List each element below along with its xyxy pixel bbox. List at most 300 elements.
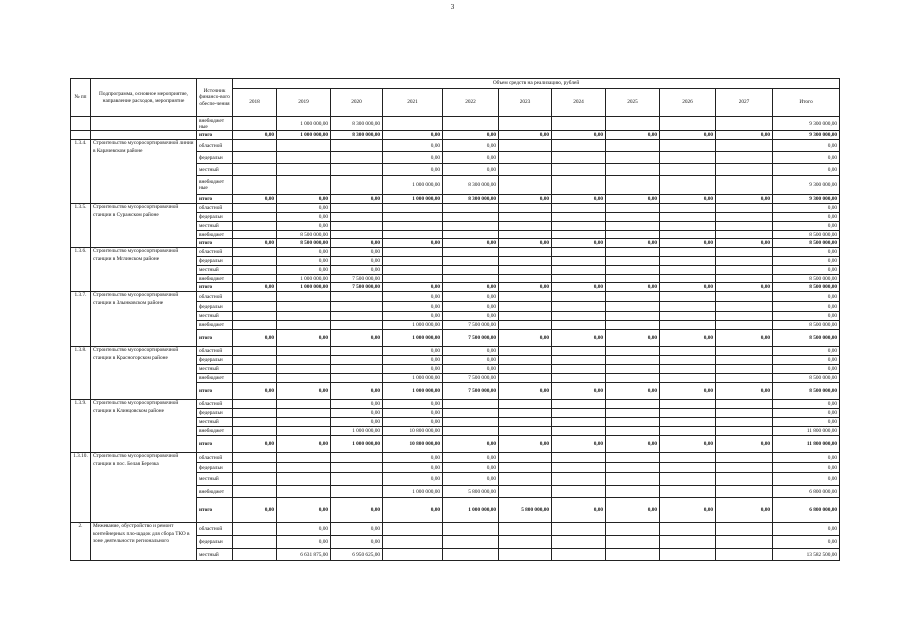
year-amount: 0,00 (331, 523, 383, 536)
year-amount: 0,00 (277, 204, 331, 213)
year-amount: 0,00 (331, 248, 383, 257)
year-amount (660, 453, 716, 463)
funding-source: федеральн (197, 463, 233, 473)
year-amount (716, 222, 773, 231)
year-amount (331, 374, 383, 383)
row-total: 0,00 (773, 473, 840, 486)
year-amount: 0,00 (443, 356, 499, 365)
year-amount (660, 523, 716, 536)
year-amount: 0,00 (383, 356, 443, 365)
row-total: 0,00 (773, 347, 840, 356)
year-amount: 0,00 (716, 498, 773, 523)
row-total: 0,00 (773, 204, 840, 213)
row-number: 1.3.6. (71, 248, 91, 292)
year-amount (499, 486, 552, 498)
year-amount (660, 427, 716, 436)
year-amount: 0,00 (606, 195, 660, 204)
year-amount (660, 463, 716, 473)
row-total: 0,00 (773, 356, 840, 365)
year-amount (443, 275, 499, 283)
year-amount (552, 275, 606, 283)
year-amount (383, 204, 443, 213)
year-amount (233, 117, 277, 131)
year-amount: 0,00 (443, 152, 499, 164)
year-amount: 7 500 000,00 (331, 275, 383, 283)
year-amount: 0,00 (331, 498, 383, 523)
year-amount (443, 222, 499, 231)
table-row (71, 248, 840, 257)
year-amount (233, 418, 277, 427)
year-amount (499, 312, 552, 321)
year-amount (331, 292, 383, 302)
year-amount (552, 117, 606, 131)
year-amount: 0,00 (383, 131, 443, 140)
year-amount (606, 453, 660, 463)
year-amount: 1 000 000,00 (331, 427, 383, 436)
year-amount: 0,00 (716, 436, 773, 453)
year-amount: 0,00 (277, 195, 331, 204)
year-amount (606, 321, 660, 330)
year-amount: 0,00 (383, 365, 443, 374)
year-amount: 0,00 (660, 239, 716, 248)
row-total: 9 300 000,00 (773, 176, 840, 195)
year-amount: 0,00 (443, 302, 499, 312)
year-amount (443, 549, 499, 561)
year-amount (277, 365, 331, 374)
year-amount (331, 302, 383, 312)
row-total: 0,00 (773, 266, 840, 275)
year-amount: 0,00 (552, 330, 606, 347)
year-amount: 1 000 000,00 (277, 275, 331, 283)
year-amount (606, 164, 660, 176)
year-amount: 0,00 (277, 257, 331, 266)
year-amount (552, 400, 606, 409)
year-amount: 0,00 (331, 400, 383, 409)
year-amount (552, 140, 606, 152)
header-year: 2027 (716, 89, 773, 117)
year-amount (606, 222, 660, 231)
funding-source: федеральн (197, 409, 233, 418)
funding-source: внебюджет (197, 427, 233, 436)
year-amount (660, 312, 716, 321)
funding-source: федеральн (197, 356, 233, 365)
row-description: Строительство мусоросортировочной станции в Клинцовском районе (91, 400, 197, 453)
row-total: 8 500 000,00 (773, 275, 840, 283)
row-description: Строительство мусоросортировочной станции в Злынковском районе (91, 292, 197, 347)
year-amount (716, 275, 773, 283)
header-year: 2021 (383, 89, 443, 117)
year-amount: 8 300 000,00 (443, 195, 499, 204)
year-amount: 0,00 (443, 239, 499, 248)
year-amount: 0,00 (233, 436, 277, 453)
header-program: Подпрограмма, основное мероприятие, направление расходов, мероприятие (91, 79, 197, 117)
year-amount (606, 365, 660, 374)
year-amount (606, 374, 660, 383)
funding-source: федеральн (197, 213, 233, 222)
year-amount (499, 523, 552, 536)
year-amount (606, 117, 660, 131)
year-amount (606, 523, 660, 536)
year-amount (277, 453, 331, 463)
year-amount (660, 321, 716, 330)
year-amount: 0,00 (443, 283, 499, 292)
year-amount: 1 000 000,00 (443, 498, 499, 523)
year-amount (552, 257, 606, 266)
table-row (71, 292, 840, 302)
year-amount: 0,00 (331, 409, 383, 418)
year-amount (233, 523, 277, 536)
year-amount (499, 266, 552, 275)
year-amount (277, 400, 331, 409)
year-amount (499, 257, 552, 266)
year-amount (499, 176, 552, 195)
row-total: 0,00 (773, 213, 840, 222)
year-amount (552, 204, 606, 213)
year-amount: 1 000 000,00 (383, 330, 443, 347)
year-amount (552, 486, 606, 498)
funding-source: местный (197, 473, 233, 486)
year-amount: 0,00 (499, 195, 552, 204)
table-row (71, 204, 840, 213)
year-amount (552, 152, 606, 164)
year-amount (499, 117, 552, 131)
year-amount (606, 418, 660, 427)
row-total: 0,00 (773, 523, 840, 536)
year-amount (552, 176, 606, 195)
year-amount (552, 222, 606, 231)
year-amount (552, 248, 606, 257)
funding-source: внебюджет (197, 321, 233, 330)
row-total: 9 300 000,00 (773, 195, 840, 204)
row-description: Строительство мусоросортировочной станции в пос. Белая Березка (91, 453, 197, 523)
year-amount (552, 427, 606, 436)
year-amount (277, 302, 331, 312)
year-amount (552, 374, 606, 383)
year-amount: 1 000 000,00 (277, 131, 331, 140)
year-amount (716, 365, 773, 374)
year-amount (383, 549, 443, 561)
row-total: 11 800 000,00 (773, 427, 840, 436)
year-amount (277, 356, 331, 365)
year-amount (331, 486, 383, 498)
year-amount: 0,00 (383, 473, 443, 486)
year-amount (331, 312, 383, 321)
header-year: 2024 (552, 89, 606, 117)
year-amount (331, 473, 383, 486)
year-amount (277, 409, 331, 418)
funding-source: местный (197, 312, 233, 321)
year-amount (233, 152, 277, 164)
year-amount (552, 266, 606, 275)
year-amount (552, 321, 606, 330)
row-total: 0,00 (773, 248, 840, 257)
row-total: 8 500 000,00 (773, 283, 840, 292)
year-amount (499, 549, 552, 561)
year-amount (233, 549, 277, 561)
funding-source: федеральн (197, 536, 233, 549)
year-amount (716, 473, 773, 486)
year-amount (606, 140, 660, 152)
year-amount: 0,00 (233, 330, 277, 347)
year-amount (660, 222, 716, 231)
year-amount (716, 152, 773, 164)
row-description: Строительство мусоросортировочной станции в Красногорском районе (91, 347, 197, 400)
year-amount (716, 453, 773, 463)
year-amount (277, 176, 331, 195)
year-amount (499, 152, 552, 164)
year-amount (499, 418, 552, 427)
table-body (71, 117, 840, 561)
year-amount (277, 374, 331, 383)
year-amount (660, 248, 716, 257)
funding-source: итого (197, 498, 233, 523)
row-total: 9 300 000,00 (773, 117, 840, 131)
year-amount: 0,00 (331, 195, 383, 204)
year-amount (716, 231, 773, 239)
funding-source: местный (197, 164, 233, 176)
year-amount (383, 257, 443, 266)
year-amount (499, 374, 552, 383)
year-amount (660, 213, 716, 222)
year-amount (331, 140, 383, 152)
year-amount (660, 365, 716, 374)
year-amount (499, 347, 552, 356)
year-amount: 0,00 (233, 195, 277, 204)
funding-source: итого (197, 436, 233, 453)
year-amount (660, 140, 716, 152)
year-amount (233, 222, 277, 231)
year-amount: 0,00 (443, 347, 499, 356)
year-amount (660, 418, 716, 427)
year-amount (277, 486, 331, 498)
year-amount: 10 800 000,00 (383, 427, 443, 436)
year-amount (716, 321, 773, 330)
year-amount (499, 222, 552, 231)
row-number: 1.3.9. (71, 400, 91, 453)
year-amount (716, 347, 773, 356)
year-amount (499, 248, 552, 257)
year-amount (331, 321, 383, 330)
row-total: 0,00 (773, 292, 840, 302)
year-amount: 0,00 (383, 239, 443, 248)
year-amount (552, 231, 606, 239)
year-amount: 0,00 (277, 330, 331, 347)
row-number: 2. (71, 523, 91, 561)
year-amount: 0,00 (383, 283, 443, 292)
year-amount (660, 473, 716, 486)
row-description (91, 131, 197, 140)
year-amount (499, 536, 552, 549)
year-amount (233, 164, 277, 176)
year-amount: 0,00 (383, 140, 443, 152)
year-amount (660, 400, 716, 409)
row-total: 0,00 (773, 536, 840, 549)
row-total: 8 500 000,00 (773, 383, 840, 400)
year-amount (660, 302, 716, 312)
year-amount (277, 292, 331, 302)
year-amount: 0,00 (383, 347, 443, 356)
table-row (71, 400, 840, 409)
year-amount: 0,00 (499, 239, 552, 248)
funding-source: внебюджет ные (197, 117, 233, 131)
year-amount (716, 204, 773, 213)
year-amount: 5 800 000,00 (443, 486, 499, 498)
funding-source: областной (197, 140, 233, 152)
page-number: 3 (450, 3, 455, 11)
year-amount: 0,00 (552, 283, 606, 292)
year-amount: 0,00 (443, 463, 499, 473)
funding-source: внебюджет ные (197, 176, 233, 195)
year-amount: 8 300 000,00 (331, 131, 383, 140)
year-amount (606, 275, 660, 283)
year-amount: 0,00 (660, 498, 716, 523)
year-amount: 0,00 (552, 436, 606, 453)
year-amount: 0,00 (499, 383, 552, 400)
year-amount: 1 000 000,00 (383, 321, 443, 330)
header-source: Источник финансо-вого обеспе-чения (197, 79, 233, 117)
year-amount (606, 231, 660, 239)
year-amount (499, 140, 552, 152)
header-year: 2019 (277, 89, 331, 117)
year-amount: 6 631 875,00 (277, 549, 331, 561)
row-total: 0,00 (773, 257, 840, 266)
year-amount: 0,00 (233, 283, 277, 292)
year-amount (660, 204, 716, 213)
year-amount (443, 231, 499, 239)
year-amount: 0,00 (499, 131, 552, 140)
year-amount (606, 302, 660, 312)
year-amount (443, 400, 499, 409)
year-amount (716, 409, 773, 418)
funding-source: итого (197, 283, 233, 292)
table-row (71, 453, 840, 463)
year-amount (331, 463, 383, 473)
year-amount: 0,00 (383, 400, 443, 409)
year-amount (331, 204, 383, 213)
year-amount (660, 231, 716, 239)
year-amount (383, 523, 443, 536)
row-description: Межевание, обустройство и ремонт контейнерных пло-щадок для сбора ТКО в зоне деятельности регионального (91, 523, 197, 561)
year-amount (233, 140, 277, 152)
funding-source: областной (197, 248, 233, 257)
year-amount: 0,00 (552, 239, 606, 248)
year-amount (233, 213, 277, 222)
year-amount (716, 486, 773, 498)
year-amount: 0,00 (716, 383, 773, 400)
year-amount (606, 176, 660, 195)
funding-source: итого (197, 383, 233, 400)
funding-source: местный (197, 418, 233, 427)
year-amount: 0,00 (499, 283, 552, 292)
row-total: 8 500 000,00 (773, 231, 840, 239)
year-amount (331, 176, 383, 195)
year-amount (383, 275, 443, 283)
row-total: 0,00 (773, 463, 840, 473)
year-amount (331, 164, 383, 176)
header-volume: Объем средств на реализацию, рублей (233, 79, 840, 89)
funding-source: областной (197, 523, 233, 536)
year-amount (499, 356, 552, 365)
year-amount (716, 549, 773, 561)
year-amount: 0,00 (443, 140, 499, 152)
year-amount: 0,00 (331, 383, 383, 400)
year-amount: 8 500 000,00 (277, 231, 331, 239)
year-amount (660, 356, 716, 365)
year-amount (443, 117, 499, 131)
year-amount (552, 164, 606, 176)
year-amount: 0,00 (606, 239, 660, 248)
funding-source: федеральн (197, 257, 233, 266)
year-amount (233, 204, 277, 213)
year-amount (606, 347, 660, 356)
year-amount (552, 409, 606, 418)
year-amount (443, 523, 499, 536)
year-amount: 1 000 000,00 (383, 383, 443, 400)
year-amount: 0,00 (383, 312, 443, 321)
year-amount: 0,00 (331, 330, 383, 347)
year-amount: 0,00 (233, 131, 277, 140)
header-year: 2026 (660, 89, 716, 117)
row-total: 0,00 (773, 312, 840, 321)
year-amount: 0,00 (331, 266, 383, 275)
year-amount (552, 418, 606, 427)
year-amount: 10 800 000,00 (383, 436, 443, 453)
year-amount (606, 409, 660, 418)
header-year: 2022 (443, 89, 499, 117)
year-amount (383, 266, 443, 275)
row-total: 0,00 (773, 365, 840, 374)
year-amount (499, 400, 552, 409)
funding-source: областной (197, 453, 233, 463)
funding-source: итого (197, 131, 233, 140)
table-row (71, 117, 840, 131)
year-amount (277, 427, 331, 436)
year-amount: 0,00 (383, 418, 443, 427)
year-amount (443, 204, 499, 213)
year-amount (331, 222, 383, 231)
row-total: 6 800 000,00 (773, 498, 840, 523)
table-row (71, 523, 840, 536)
year-amount: 0,00 (233, 383, 277, 400)
year-amount: 0,00 (443, 473, 499, 486)
year-amount (716, 257, 773, 266)
year-amount (499, 292, 552, 302)
table-row (71, 347, 840, 356)
header-year: 2023 (499, 89, 552, 117)
year-amount (443, 213, 499, 222)
year-amount: 7 500 000,00 (331, 283, 383, 292)
year-amount (552, 312, 606, 321)
year-amount: 1 000 000,00 (383, 176, 443, 195)
row-description (91, 117, 197, 131)
year-amount: 0,00 (277, 436, 331, 453)
year-amount: 0,00 (277, 383, 331, 400)
year-amount: 1 000 000,00 (331, 436, 383, 453)
year-amount (552, 463, 606, 473)
year-amount (277, 418, 331, 427)
year-amount (443, 248, 499, 257)
year-amount (660, 164, 716, 176)
year-amount (233, 176, 277, 195)
year-amount (660, 176, 716, 195)
funding-source: местный (197, 222, 233, 231)
row-total: 8 500 000,00 (773, 239, 840, 248)
funding-source: местный (197, 266, 233, 275)
year-amount (606, 463, 660, 473)
year-amount: 0,00 (716, 330, 773, 347)
row-total: 0,00 (773, 453, 840, 463)
year-amount (277, 152, 331, 164)
